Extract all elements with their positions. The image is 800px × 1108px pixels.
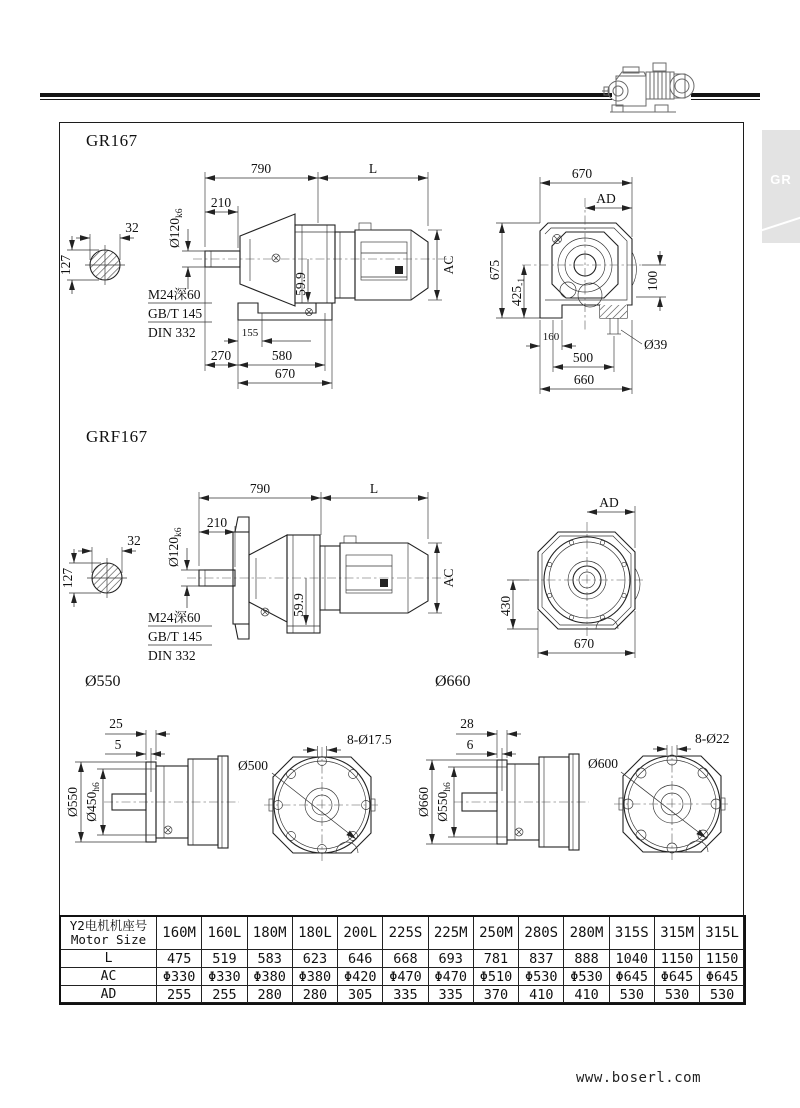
dim-label: 8-Ø22 <box>695 731 730 746</box>
col-header: 225M <box>428 916 473 950</box>
dim-label: Ø39 <box>644 337 668 352</box>
cell: 370 <box>473 986 518 1005</box>
dim-label: 32 <box>125 220 139 235</box>
dim-label: 28 <box>460 716 474 731</box>
col-header: 225S <box>383 916 428 950</box>
dim-label: 270 <box>210 348 232 363</box>
col-header: 315M <box>654 916 699 950</box>
dim-label: 25 <box>109 716 123 731</box>
dim-label: 127 <box>60 567 75 589</box>
dim-label: L <box>368 161 378 176</box>
note-std-din: DIN 332 <box>148 648 196 663</box>
dim-label: 500 <box>572 350 594 365</box>
cell: Φ645 <box>700 968 745 986</box>
cell: 280 <box>247 986 292 1005</box>
note-std-gb: GB/T 145 <box>148 629 203 644</box>
dim-label: 675 <box>487 259 502 281</box>
col-header: 250M <box>473 916 518 950</box>
dim-label: 790 <box>249 481 271 496</box>
flange550-front-view <box>264 747 380 863</box>
cell: Φ470 <box>428 968 473 986</box>
cell: Φ510 <box>473 968 518 986</box>
flange550-title: Ø550 <box>85 673 121 690</box>
cell: 335 <box>383 986 428 1005</box>
col-header: 160M <box>157 916 202 950</box>
cell: Φ330 <box>157 968 202 986</box>
dim-label: 790 <box>250 161 272 176</box>
cell: Φ645 <box>654 968 699 986</box>
gr167-front-dimensions <box>487 166 667 394</box>
dim-label: 32 <box>127 533 141 548</box>
dim-label: 127 <box>58 254 73 276</box>
dim-label: 580 <box>271 348 293 363</box>
grf167-drawing <box>59 400 745 665</box>
dim-label: 100 <box>645 270 660 292</box>
dim-label: AD <box>599 495 619 510</box>
oil-plug-icon <box>164 826 172 834</box>
dim-label: 155 <box>241 327 259 339</box>
flange660-front-view <box>614 746 730 862</box>
col-header: 180M <box>247 916 292 950</box>
flange550-side-dimensions <box>65 716 170 842</box>
gearmotor-logo-icon <box>598 54 702 120</box>
cell: 305 <box>338 986 383 1005</box>
gr167-drawing <box>59 122 745 400</box>
tab-diagonal-stripe <box>762 213 800 233</box>
cell: 623 <box>292 950 337 968</box>
gr167-shaft-section <box>58 220 139 294</box>
dim-label: Ø500 <box>238 758 268 773</box>
gr167-title: GR167 <box>86 131 138 150</box>
grf167-side-dimensions <box>148 481 456 663</box>
header-en: Motor Size <box>70 932 147 947</box>
section-tab-label: GR <box>770 172 792 187</box>
cell: Φ330 <box>202 968 247 986</box>
flange550-front-dimensions <box>238 732 392 839</box>
dim-label: $425_{-1}$ <box>509 277 527 307</box>
dim-label: 5 <box>114 737 122 752</box>
grf167-shaft-section <box>60 533 141 607</box>
cell: 255 <box>157 986 202 1005</box>
cell: 837 <box>519 950 564 968</box>
cell: 888 <box>564 950 609 968</box>
cell: Φ380 <box>247 968 292 986</box>
cell: Φ530 <box>564 968 609 986</box>
dim-label: Ø600 <box>588 756 618 771</box>
dim-label: $Ø550_{h6}$ <box>435 782 453 822</box>
col-header: 280S <box>519 916 564 950</box>
oil-plug-icon <box>515 828 523 836</box>
grf167-title: GRF167 <box>86 427 148 446</box>
dim-label: Ø660 <box>416 787 431 817</box>
note-std-gb: GB/T 145 <box>148 306 203 321</box>
gr167-side-dimensions <box>148 161 456 389</box>
dim-label: 210 <box>210 195 232 210</box>
dim-label: 670 <box>274 366 296 381</box>
oil-plug-icon <box>306 309 313 316</box>
cell: Φ420 <box>338 968 383 986</box>
col-header: 160L <box>202 916 247 950</box>
flange550-side-view <box>104 756 239 848</box>
cell: 530 <box>654 986 699 1005</box>
row-label: AD <box>60 986 157 1005</box>
flange660-side-dimensions <box>416 716 521 844</box>
cell: 646 <box>338 950 383 968</box>
row-label: L <box>60 950 157 968</box>
cell: 475 <box>157 950 202 968</box>
dim-label: $Ø120_{k6}$ <box>166 527 184 567</box>
note-std-din: DIN 332 <box>148 325 196 340</box>
cell: 530 <box>700 986 745 1005</box>
col-header: 200L <box>338 916 383 950</box>
grf167-front-dimensions <box>498 495 635 658</box>
flange-details-drawing <box>59 660 745 910</box>
cell: 781 <box>473 950 518 968</box>
table-row-L <box>60 950 745 968</box>
cell: Φ470 <box>383 968 428 986</box>
dim-label: $Ø450_{h6}$ <box>84 782 102 822</box>
dim-label: 660 <box>573 372 595 387</box>
cell: 410 <box>564 986 609 1005</box>
table-row-AC <box>60 968 745 986</box>
cell: 280 <box>292 986 337 1005</box>
cell: 335 <box>428 986 473 1005</box>
dim-label: 430 <box>498 595 513 617</box>
motor-size-table <box>59 915 746 1005</box>
cell: 1040 <box>609 950 654 968</box>
header-cn: Y2电机机座号 <box>69 917 148 933</box>
gr167-side-view <box>193 214 451 320</box>
dim-label: 8-Ø17.5 <box>347 732 392 747</box>
cell: 530 <box>609 986 654 1005</box>
cell: 668 <box>383 950 428 968</box>
row-label: AC <box>60 968 157 986</box>
dim-label: $Ø120_{k6}$ <box>167 208 185 248</box>
dim-label: AC <box>441 568 456 588</box>
dim-label: 160 <box>542 331 560 343</box>
dim-label: AD <box>596 191 616 206</box>
dim-label: 59.9 <box>293 272 308 296</box>
cell: 1150 <box>654 950 699 968</box>
flange660-front-dimensions <box>588 731 730 838</box>
cell: 255 <box>202 986 247 1005</box>
oil-plug-icon <box>272 254 280 262</box>
cell: Φ530 <box>519 968 564 986</box>
table-row-AD <box>60 986 745 1005</box>
flange660-title: Ø660 <box>435 673 471 690</box>
cell: 410 <box>519 986 564 1005</box>
website-text: www.boserl.com <box>576 1070 702 1086</box>
section-tab-gr <box>762 130 800 243</box>
dim-label: Ø550 <box>65 787 80 817</box>
grf167-front-view <box>529 522 645 638</box>
dim-label: 210 <box>206 515 228 530</box>
cell: Φ645 <box>609 968 654 986</box>
cell: Φ380 <box>292 968 337 986</box>
dim-label: 670 <box>571 166 593 181</box>
cell: 583 <box>247 950 292 968</box>
dim-label: 59.9 <box>291 593 306 617</box>
dim-label: 670 <box>573 636 595 651</box>
cell: 1150 <box>700 950 745 968</box>
note-tap: M24深60 <box>148 287 201 302</box>
table-header-row <box>60 916 745 950</box>
note-tap: M24深60 <box>148 610 201 625</box>
table-header-motor-size <box>60 916 157 950</box>
col-header: 280M <box>564 916 609 950</box>
dim-label: L <box>369 481 379 496</box>
col-header: 315L <box>700 916 745 950</box>
col-header: 315S <box>609 916 654 950</box>
dim-label: AC <box>441 255 456 275</box>
grf167-side-view <box>187 517 451 639</box>
col-header: 180L <box>292 916 337 950</box>
cell: 693 <box>428 950 473 968</box>
cell: 519 <box>202 950 247 968</box>
flange660-side-view <box>454 754 589 850</box>
breather-plug-icon <box>553 235 562 244</box>
top-rule-left <box>40 93 612 100</box>
dim-label: 6 <box>466 737 474 752</box>
